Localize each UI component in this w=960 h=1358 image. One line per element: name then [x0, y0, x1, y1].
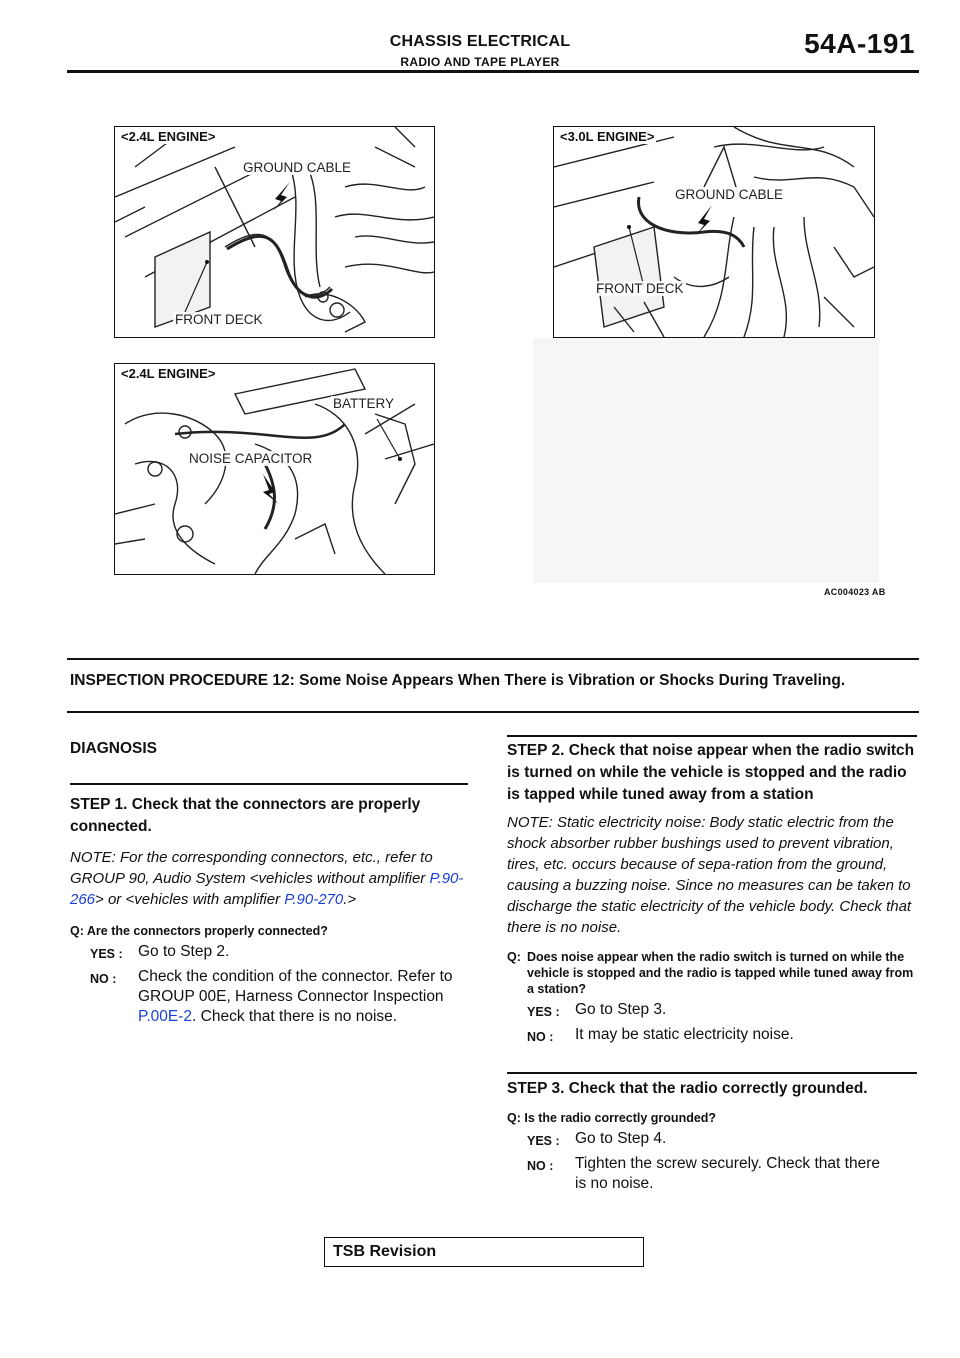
step3-question: Q: Is the radio correctly grounded?	[507, 1111, 717, 1125]
figure-blank-panel	[533, 338, 879, 583]
inspection-procedure-heading: INSPECTION PROCEDURE 12: Some Noise Appears When There is Vibration or Shocks During Traveling.	[70, 672, 846, 689]
step2-question: Q: Does noise appear when the radio switch is turned on while the vehicle is stopped and the radio is tapped while tuned away from a station?	[507, 950, 914, 996]
figure-2-4l-noise-capacitor	[114, 363, 435, 575]
header-title: CHASSIS ELECTRICAL	[389, 33, 571, 50]
step3-yes-answer: YES : Go to Step 4.	[527, 1130, 667, 1148]
tsb-revision-label: TSB Revision	[333, 1243, 437, 1260]
link-p00e-2[interactable]: P.00E-2	[138, 1008, 193, 1025]
step1-rule	[70, 783, 468, 785]
step1-question: Q: Are the connectors properly connected?	[70, 924, 328, 938]
figure-3-noise-capacitor-callout: NOISE CAPACITOR	[189, 451, 313, 466]
step2-title: STEP 2. Check that noise appear when the radio switch is turned on while the vehicle is stopped and the radio is tapped while tuned away from a station	[507, 742, 915, 803]
figure-3-battery-callout: BATTERY	[333, 396, 395, 411]
section-rule-top	[67, 658, 919, 660]
step2-no-answer: NO : It may be static electricity noise.	[527, 1026, 794, 1044]
step2-note: NOTE: Static electricity noise: Body static electric from the shock absorber rubber bushings used to prevent vibration, tires, etc. occurs because of sepa-ration from the ground, causing a buzzing noise. Since no measures can be taken to discharge the static electricity of the vehicle body. Check that there is no noise.	[507, 814, 912, 936]
figure-2-engine-label: <3.0L ENGINE>	[560, 129, 655, 144]
figure-2-front-deck-callout: FRONT DECK	[596, 281, 684, 296]
step1-yes-answer: YES : Go to Step 2.	[90, 943, 230, 961]
tsb-revision-box	[324, 1237, 644, 1267]
engine-bay-illustration	[554, 127, 874, 337]
section-rule-bottom	[67, 711, 919, 713]
header-subtitle: RADIO AND TAPE PLAYER	[400, 55, 560, 69]
step2-yes-answer: YES : Go to Step 3.	[527, 1001, 667, 1019]
left-column	[70, 738, 480, 1027]
figure-1-ground-cable-callout: GROUND CABLE	[243, 160, 352, 175]
page-number: 54A-191	[804, 28, 915, 59]
figure-3-engine-label: <2.4L ENGINE>	[121, 366, 216, 381]
step3-title: STEP 3. Check that the radio correctly grounded.	[507, 1080, 868, 1097]
link-p90-266[interactable]: P.90-266	[70, 870, 464, 908]
figure-1-engine-label: <2.4L ENGINE>	[121, 129, 216, 144]
diagnosis-heading: DIAGNOSIS	[70, 740, 157, 757]
figure-id: AC004023 AB	[824, 587, 886, 597]
step3-rule	[507, 1072, 917, 1074]
step3-no-answer: NO : Tighten the screw securely. Check that there is no noise.	[527, 1155, 880, 1192]
step1-note: NOTE: For the corresponding connectors, etc., refer to GROUP 90, Audio System <vehicles without amplifier P.90-266> or <vehicles with amplifier P.90-270.>	[70, 849, 464, 908]
engine-bay-illustration	[115, 127, 434, 337]
figure-2-4l-ground-cable	[114, 126, 435, 338]
figure-1-front-deck-callout: FRONT DECK	[175, 312, 263, 327]
step2-rule	[507, 735, 917, 737]
link-p90-270[interactable]: P.90-270	[284, 891, 344, 908]
right-column	[507, 735, 919, 1194]
figure-2-ground-cable-callout: GROUND CABLE	[675, 187, 784, 202]
step1-no-answer: NO : Check the condition of the connector. Refer to GROUP 00E, Harness Connector Inspection P.00E-2. Check that there is no noise.	[90, 968, 453, 1025]
figure-3-0l-ground-cable	[553, 126, 875, 338]
step1-title: STEP 1. Check that the connectors are properly connected.	[70, 796, 421, 835]
header-rule	[67, 70, 919, 73]
